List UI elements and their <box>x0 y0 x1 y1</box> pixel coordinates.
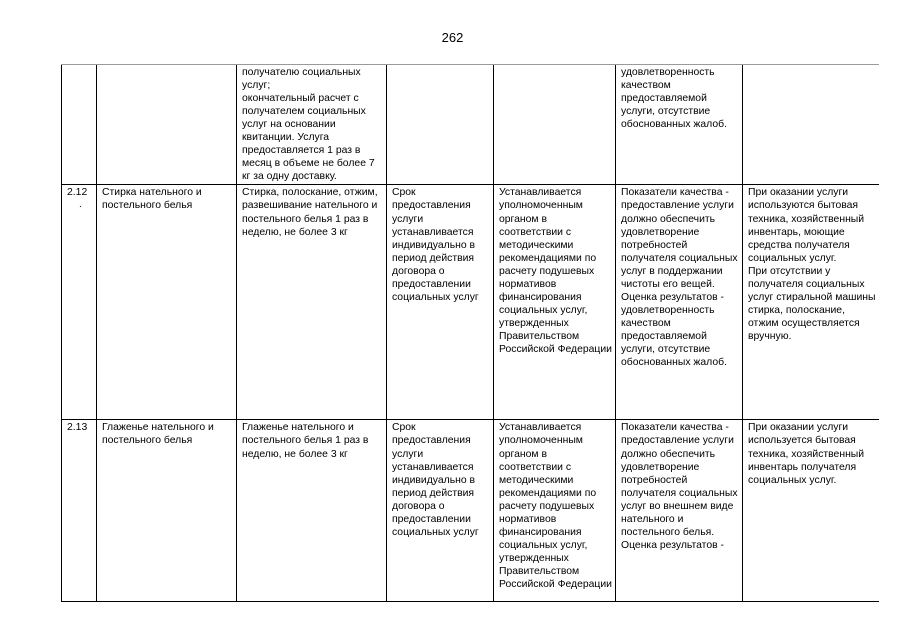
cell-quality-indicators: Показатели качества - предоставление услуги должно обеспечить удовлетворение потребностей получателя социальных услуг во внешнем виде нательного и постельного белья. Оценка результатов - <box>616 420 743 602</box>
cell-quality-indicators: удовлетворенность качеством предоставляемой услуги, отсутствие обоснованных жалоб. <box>616 65 743 185</box>
cell-financing-norms <box>494 65 616 185</box>
cell-service-conditions: При оказании услуги используется бытовая техника, хозяйственный инвентарь получателя социальных услуг. <box>743 420 879 602</box>
row-number: 2.13 <box>67 422 88 434</box>
cell-service-conditions: При оказании услуги используются бытовая техника, хозяйственный инвентарь, моющие средства получателя социальных услуг. При отсутствии у получателя социальных услуг стиральной машины стирка, полоскание, отжим осуществляется вручную. <box>743 185 879 420</box>
cell-financing-norms: Устанавливается уполномоченным органом в соответствии с методическими рекомендациями по расчету подушевых нормативов финансирования социальных услуг, утвержденных Правительством Российской Федерации <box>494 420 616 602</box>
cell-service-term: Срок предоставления услуги устанавливается индивидуально в период действия договора о предоставлении социальных услуг <box>387 185 494 420</box>
cell-num <box>62 185 97 420</box>
cell-service-description: Стирка, полоскание, отжим, развешивание нательного и постельного белья 1 раз в неделю, не более 3 кг <box>237 185 387 420</box>
page-number: 262 <box>441 30 464 45</box>
cell-service-name <box>97 65 237 185</box>
cell-service-term: Срок предоставления услуги устанавливается индивидуально в период действия договора о предоставлении социальных услуг <box>387 420 494 602</box>
cell-num <box>62 65 97 185</box>
cell-num <box>62 420 97 602</box>
cell-quality-indicators: Показатели качества - предоставление услуги должно обеспечить удовлетворение потребностей получателя социальных услуг в поддержании чистоты его вещей. Оценка результатов - удовлетворенность качеством предоставляемой услуги, отсутствие обоснованных жалоб. <box>616 185 743 420</box>
cell-service-term <box>387 65 494 185</box>
cell-service-conditions <box>743 65 879 185</box>
cell-service-name: Стирка нательного и постельного белья <box>97 185 237 420</box>
table-row-continued <box>62 65 879 185</box>
row-number: 2.12 <box>67 187 88 199</box>
row-number-dot: . <box>79 199 82 211</box>
table-row <box>62 185 879 420</box>
services-table <box>61 64 879 602</box>
cell-financing-norms: Устанавливается уполномоченным органом в соответствии с методическими рекомендациями по расчету подушевых нормативов финансирования социальных услуг, утвержденных Правительством Российской Федерации <box>494 185 616 420</box>
table-row <box>62 420 879 602</box>
cell-service-description: получателю социальных услуг; окончательный расчет с получателем социальных услуг на основании квитанции. Услуга предоставляется 1 раз в месяц в объеме не более 7 кг за одну доставку. <box>237 65 387 185</box>
cell-service-description: Глаженье нательного и постельного белья 1 раз в неделю, не более 3 кг <box>237 420 387 602</box>
cell-service-name: Глаженье нательного и постельного белья <box>97 420 237 602</box>
